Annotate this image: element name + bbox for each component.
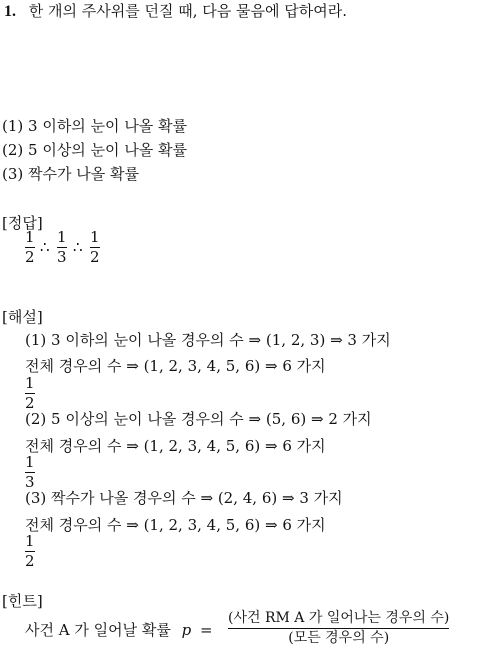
explanation-3-total: 전체 경우의 수 ⇒ (1, 2, 3, 4, 5, 6) ⇒ 6 가지: [25, 516, 326, 534]
answer-fraction-1: [25, 229, 35, 266]
answer-fraction-1-numerator: 1: [25, 228, 35, 246]
explanation-2-cases: (2) 5 이상의 눈이 나올 경우의 수 ⇒ (5, 6) ⇒ 2 가지: [25, 410, 372, 428]
explanation-3-cases: (3) 짝수가 나올 경우의 수 ⇒ (2, 4, 6) ⇒ 3 가지: [25, 489, 343, 507]
explanation-2-result: [25, 454, 35, 491]
problem-number: 1.: [4, 3, 16, 20]
answer-fraction-1-denominator: 2: [25, 248, 35, 266]
question-1: (1) 3 이하의 눈이 나올 확률: [2, 117, 188, 135]
answer-fraction-3-denominator: 2: [90, 248, 100, 266]
hint-label: [힌트]: [2, 592, 43, 610]
fraction-bar: [228, 628, 449, 629]
explanation-3-numerator: 1: [25, 532, 35, 550]
hint-variable-p: p: [181, 621, 192, 639]
explanation-1-cases: (1) 3 이하의 눈이 나올 경우의 수 ⇒ (1, 2, 3) ⇒ 3 가지: [25, 331, 391, 349]
question-3: (3) 짝수가 나올 확률: [2, 165, 139, 183]
explanation-2-numerator: 1: [25, 453, 35, 471]
hint-formula-lead: [25, 621, 213, 639]
answer-fraction-3: [90, 229, 100, 266]
explanation-2-denominator: 3: [25, 473, 35, 491]
explanation-2-total: 전체 경우의 수 ⇒ (1, 2, 3, 4, 5, 6) ⇒ 6 가지: [25, 437, 326, 455]
therefore-symbol-2: ∴: [73, 238, 83, 256]
hint-lead-text: 사건 A 가 일어날 확률: [25, 621, 171, 639]
answer-fraction-2-denominator: 3: [57, 248, 67, 266]
problem-text: 한 개의 주사위를 던질 때, 다음 물음에 답하여라.: [28, 2, 348, 20]
explanation-1-denominator: 2: [25, 394, 35, 412]
explanation-label: [해설]: [2, 308, 43, 326]
problem-header: [4, 2, 347, 21]
answer-fraction-2: [57, 229, 67, 266]
hint-fraction: [228, 610, 449, 647]
question-2: (2) 5 이상의 눈이 나올 확률: [2, 141, 188, 159]
explanation-1-total: 전체 경우의 수 ⇒ (1, 2, 3, 4, 5, 6) ⇒ 6 가지: [25, 357, 326, 375]
explanation-1-result: [25, 375, 35, 412]
therefore-symbol-1: ∴: [40, 238, 50, 256]
hint-equals: =: [200, 621, 213, 639]
explanation-3-denominator: 2: [25, 552, 35, 570]
explanation-3-result: [25, 533, 35, 570]
explanation-1-numerator: 1: [25, 374, 35, 392]
answer-fraction-3-numerator: 1: [90, 228, 100, 246]
hint-denominator: (모든 경우의 수): [288, 630, 390, 646]
answer-label: [정답]: [2, 214, 43, 232]
answer-fraction-2-numerator: 1: [57, 228, 67, 246]
hint-numerator: (사건 RM A 가 일어나는 경우의 수): [228, 610, 450, 626]
